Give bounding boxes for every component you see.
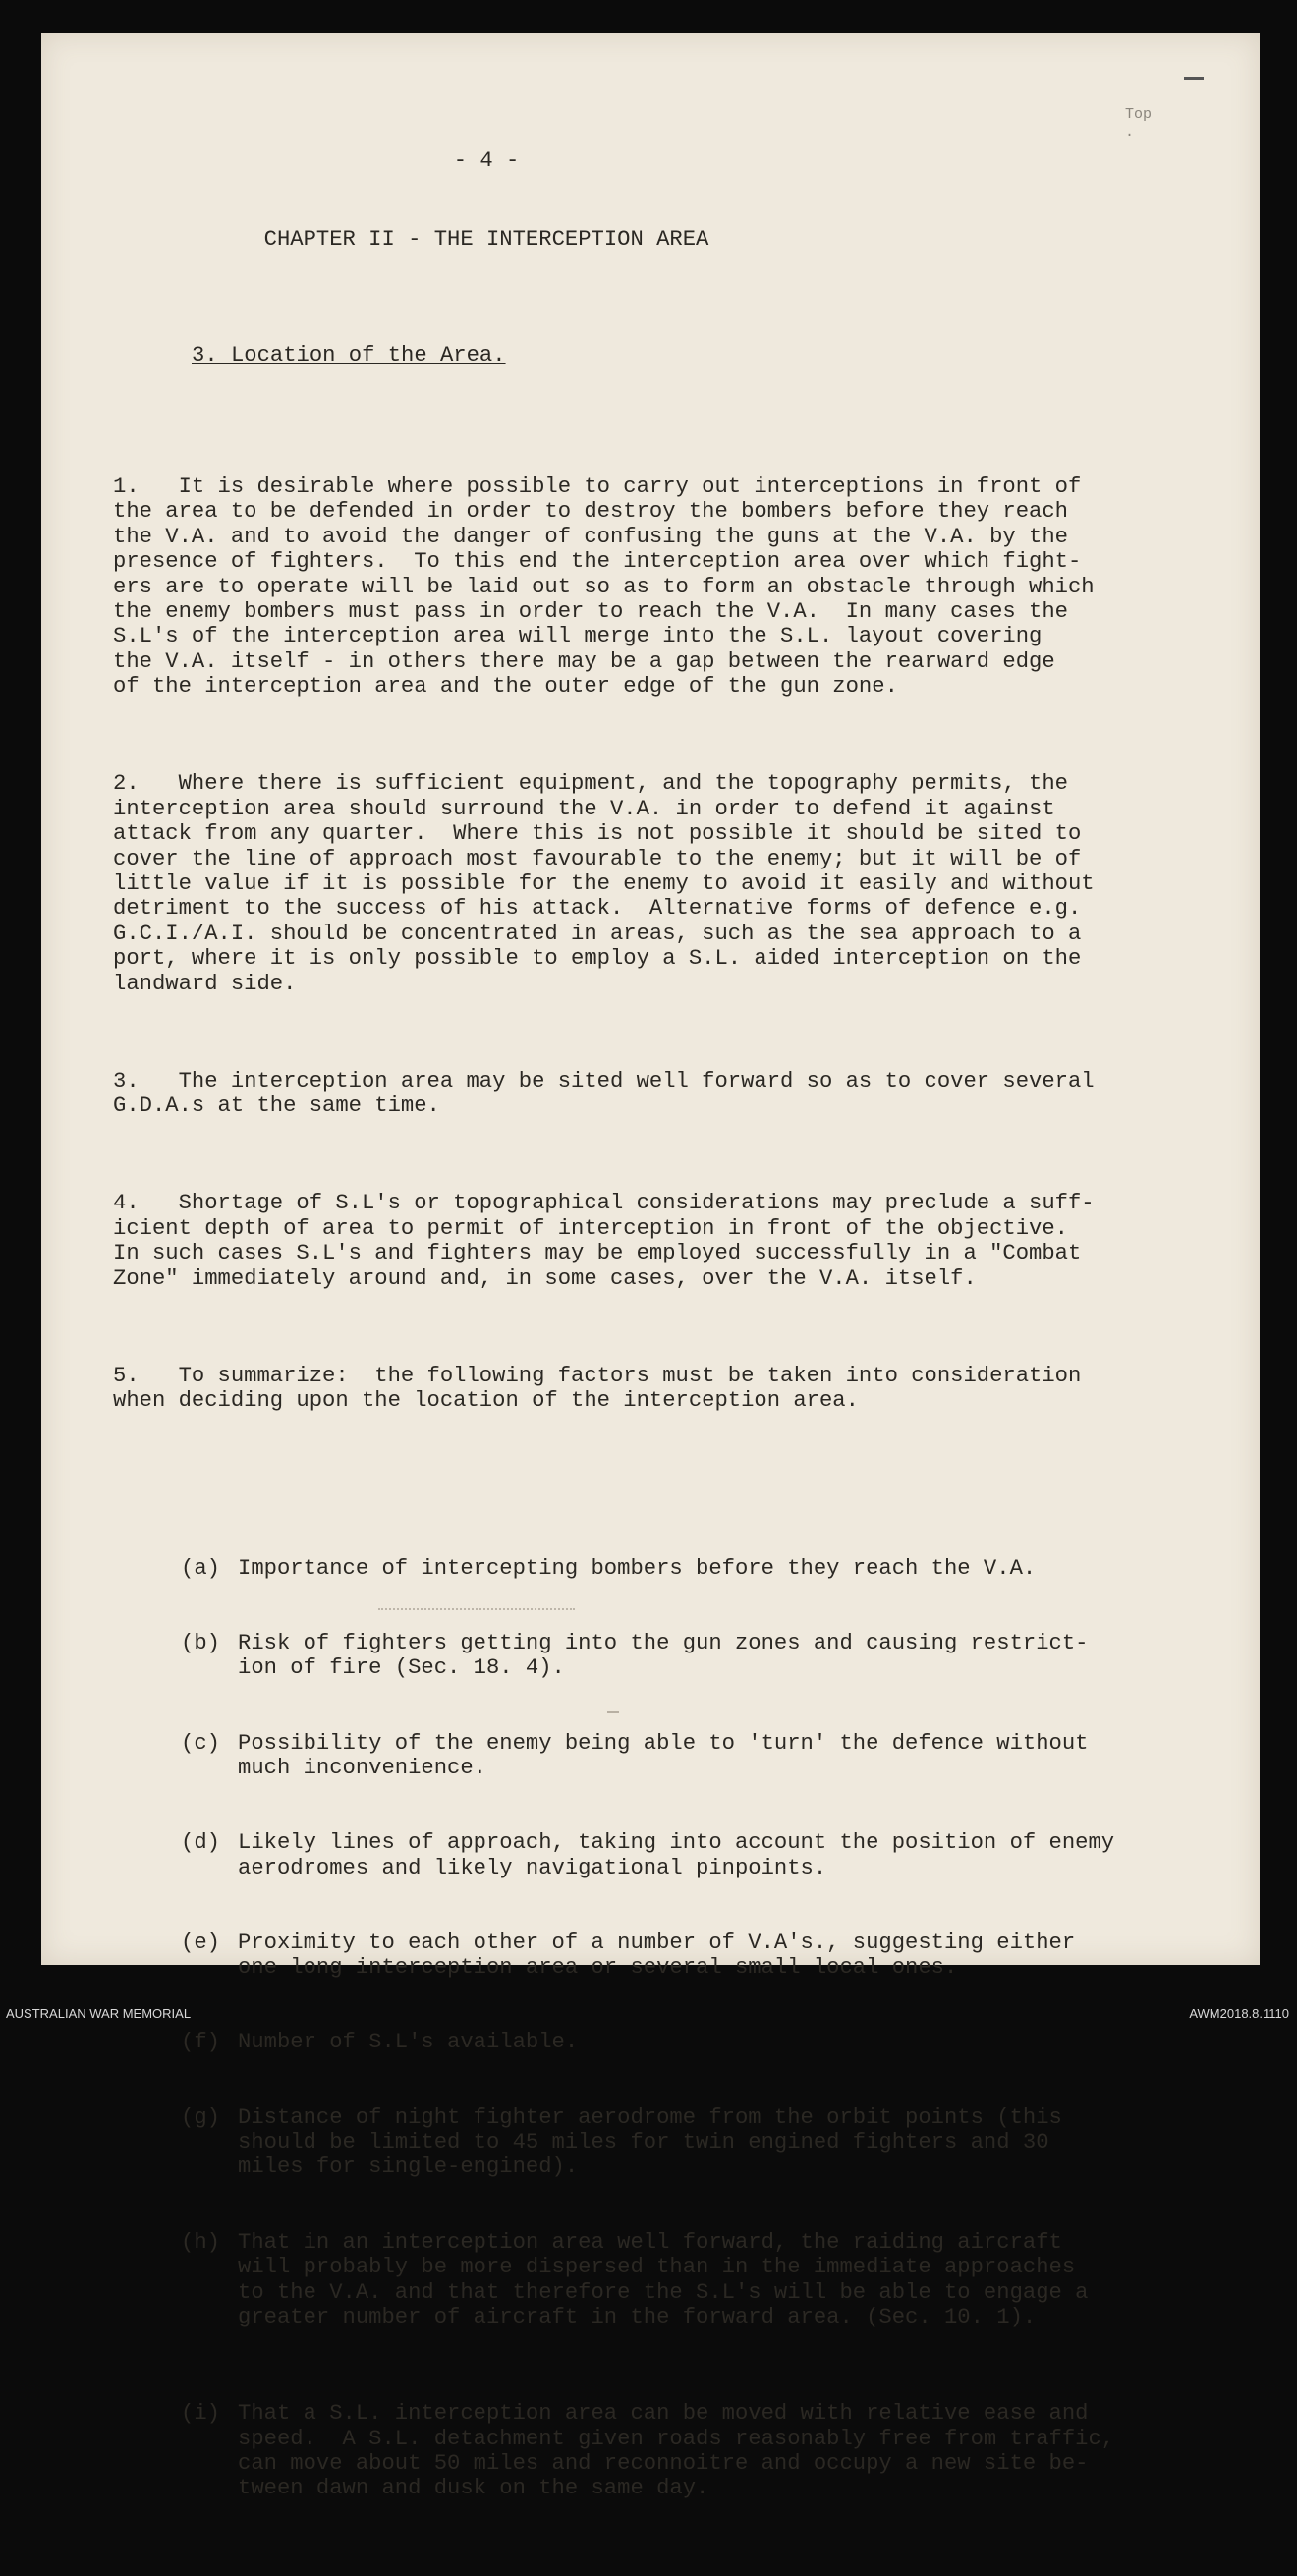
list-item: [113, 1631, 1233, 1681]
list-item: [113, 1830, 1233, 1880]
paragraph-3: 3. The interception area may be sited well forward so as to cover several G.D.A.s at the same time.: [113, 1068, 1095, 1119]
archive-footer: [0, 2002, 1297, 2025]
factor-list: [113, 1506, 1233, 2551]
footer-institution: AUSTRALIAN WAR MEMORIAL: [6, 2006, 192, 2021]
item-text: That in an interception area well forward, the raiding aircraft will probably be more dispersed than in the immediate approaches to the V.A. and that therefore the S.L's will be able to engage a greater number of aircraft in the forward area. (Sec. 10. 1).: [238, 2229, 1089, 2329]
paragraph-5: 5. To summarize: the following factors must be taken into consideration when deciding upon the location of the interception area.: [113, 1363, 1082, 1414]
item-text: Distance of night fighter aerodrome from the orbit points (this should be limited to 45 miles for twin engined fighters and 30 miles for single-engined).: [238, 2104, 1062, 2180]
paragraph-2: 2. Where there is sufficient equipment, and the topography permits, the interception area should surround the V.A. in order to defend it against attack from any quarter. Where this is not possible it should be sited to cover the line of approach most favourable to the enemy; but it will be of little value if it is possible for the enemy to avoid it easily and without detriment to the success of his attack. Alternative forms of defence e.g. G.C.I./A.I. should be concentrated in areas, such as the sea approach to a port, where it is only possible to employ a S.L. aided interception on the landward side.: [113, 771, 1095, 996]
faint-underline: [378, 1608, 575, 1614]
item-text: Number of S.L's available.: [238, 2030, 579, 2055]
list-item: [113, 2401, 1233, 2501]
section-title: 3. Location of the Area.: [192, 343, 506, 368]
item-text: Importance of intercepting bombers before they reach the V.A.: [238, 1555, 1037, 1581]
item-label: (i): [181, 2401, 220, 2427]
footer-reference: AWM2018.8.1110: [1189, 2006, 1289, 2021]
chapter-title: CHAPTER II - THE INTERCEPTION AREA: [263, 227, 709, 252]
page-number: - 4 -: [453, 147, 520, 173]
item-label: (g): [181, 2104, 220, 2130]
list-item: [113, 1931, 1233, 1981]
item-text: Proximity to each other of a number of V.A's., suggesting either one long interception area or several small local ones.: [238, 1930, 1076, 1981]
item-label: (a): [181, 1555, 220, 1581]
faint-dash: [607, 1711, 619, 1713]
paragraph-1: 1. It is desirable where possible to carry out interceptions in front of the area to be defended in order to destroy the bombers before they reach the V.A. and to avoid the danger of confusing the guns at the V.A. by the presence of fighters. To this end the interception area over which fight- ers are to operate will be laid out so as to form an obstacle through which the enemy bombers must pass in order to reach the V.A. In many cases the S.L's of the interception area will merge into the S.L. layout covering the V.A. itself - in others there may be a gap between the rearward edge of the interception area and the outer edge of the gun zone.: [113, 474, 1095, 700]
list-item: [113, 2105, 1233, 2180]
item-text: That a S.L. interception area can be moved with relative ease and speed. A S.L. detachment given roads reasonably free from traffic, can move about 50 miles and reconnoitre and occupy a new site be- tween dawn and dusk on the same day.: [238, 2401, 1115, 2501]
document-body: [113, 98, 1233, 2576]
item-label: (b): [181, 1630, 220, 1655]
paragraph-4: 4. Shortage of S.L's or topographical considerations may preclude a suff- icient depth of area to permit of interception in front of the objective. In such cases S.L's and fighters may be employed successfully in a "Combat Zone" immediately around and, in some cases, over the V.A. itself.: [113, 1191, 1095, 1291]
item-text: Possibility of the enemy being able to 'turn' the defence without much inconvenience.: [238, 1730, 1089, 1780]
corner-mark-text: Top .: [1125, 106, 1153, 140]
item-label: (e): [181, 1930, 220, 1955]
item-label: (f): [181, 2030, 220, 2055]
list-item: [113, 1731, 1233, 1781]
list-item: [113, 2030, 1233, 2054]
list-item: [113, 1556, 1233, 1581]
item-text: Risk of fighters getting into the gun zones and causing restrict- ion of fire (Sec. 18. 4).: [238, 1630, 1089, 1681]
item-label: (c): [181, 1730, 220, 1756]
item-text: Likely lines of approach, taking into account the position of enemy aerodromes and likely navigational pinpoints.: [238, 1830, 1115, 1880]
list-item: [113, 2230, 1233, 2330]
item-label: (h): [181, 2229, 220, 2255]
ink-mark: [1184, 77, 1204, 80]
item-label: (d): [181, 1830, 220, 1856]
